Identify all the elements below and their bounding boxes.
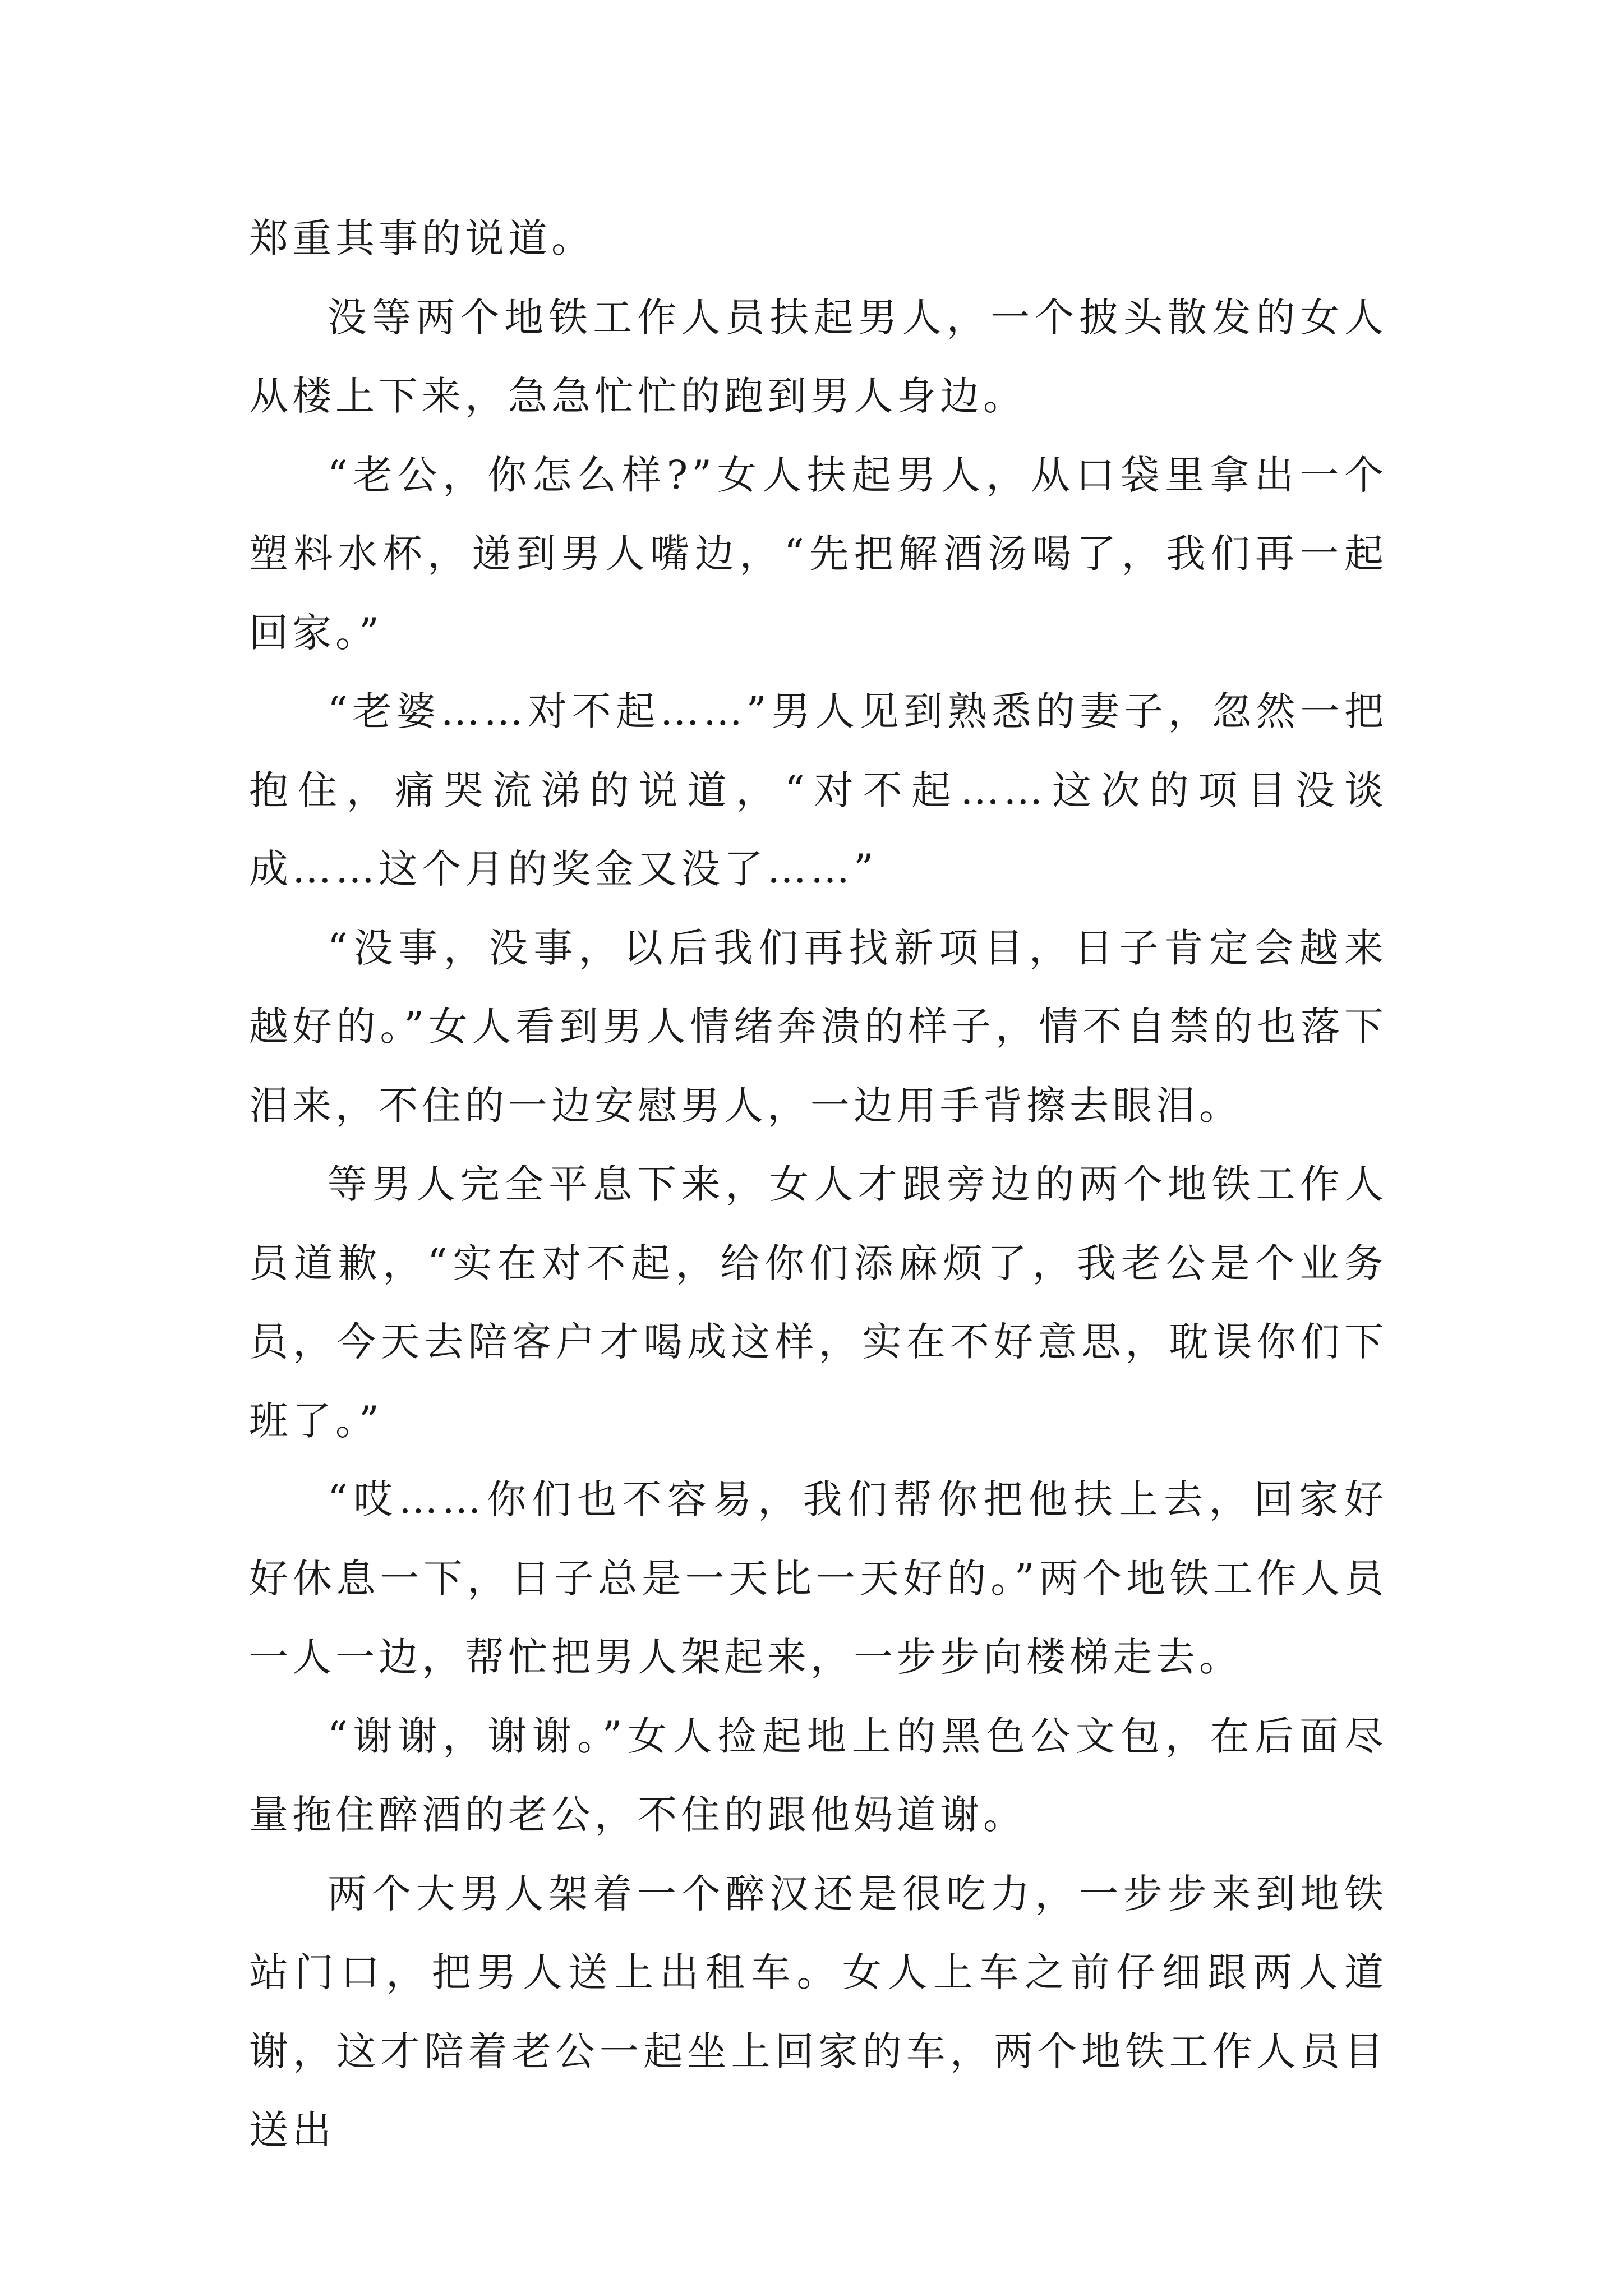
paragraph-4: “老婆……对不起……”男人见到熟悉的妻子，忽然一把抱住，痛哭流涕的说道，“对不起……这次的项目没谈成……这个月的奖金又没了……” (249, 688, 1387, 892)
document-page (249, 199, 1387, 2170)
paragraph-3: “老公，你怎么样?”女人扶起男人，从口袋里拿出一个塑料水杯，递到男人嘴边，“先把解酒汤喝了，我们再一起回家。” (249, 452, 1387, 656)
paragraph-6: 等男人完全平息下来，女人才跟旁边的两个地铁工作人员道歉，“实在对不起，给你们添麻烦了，我老公是个业务员，今天去陪客户才喝成这样，实在不好意思，耽误你们下班了。” (249, 1161, 1387, 1444)
paragraph-1: 郑重其事的说道。 (249, 215, 594, 261)
paragraph-7: “哎……你们也不容易，我们帮你把他扶上去，回家好好休息一下，日子总是一天比一天好的。”两个地铁工作人员一人一边，帮忙把男人架起来，一步步向楼梯走去。 (249, 1476, 1387, 1680)
paragraph-5: “没事，没事，以后我们再找新项目，日子肯定会越来越好的。”女人看到男人情绪奔溃的样子，情不自禁的也落下泪来，不住的一边安慰男人，一边用手背擦去眼泪。 (249, 924, 1387, 1129)
paragraph-2: 没等两个地铁工作人员扶起男人，一个披头散发的女人从楼上下来，急急忙忙的跑到男人身边。 (249, 294, 1387, 419)
paragraph-9: 两个大男人架着一个醉汉还是很吃力，一步步来到地铁站门口，把男人送上出租车。女人上车之前仔细跟两人道谢，这才陪着老公一起坐上回家的车，两个地铁工作人员目送出 (249, 1870, 1387, 2153)
paragraph-8: “谢谢，谢谢。”女人捡起地上的黑色公文包，在后面尽量拖住醉酒的老公，不住的跟他妈道谢。 (249, 1713, 1387, 1838)
